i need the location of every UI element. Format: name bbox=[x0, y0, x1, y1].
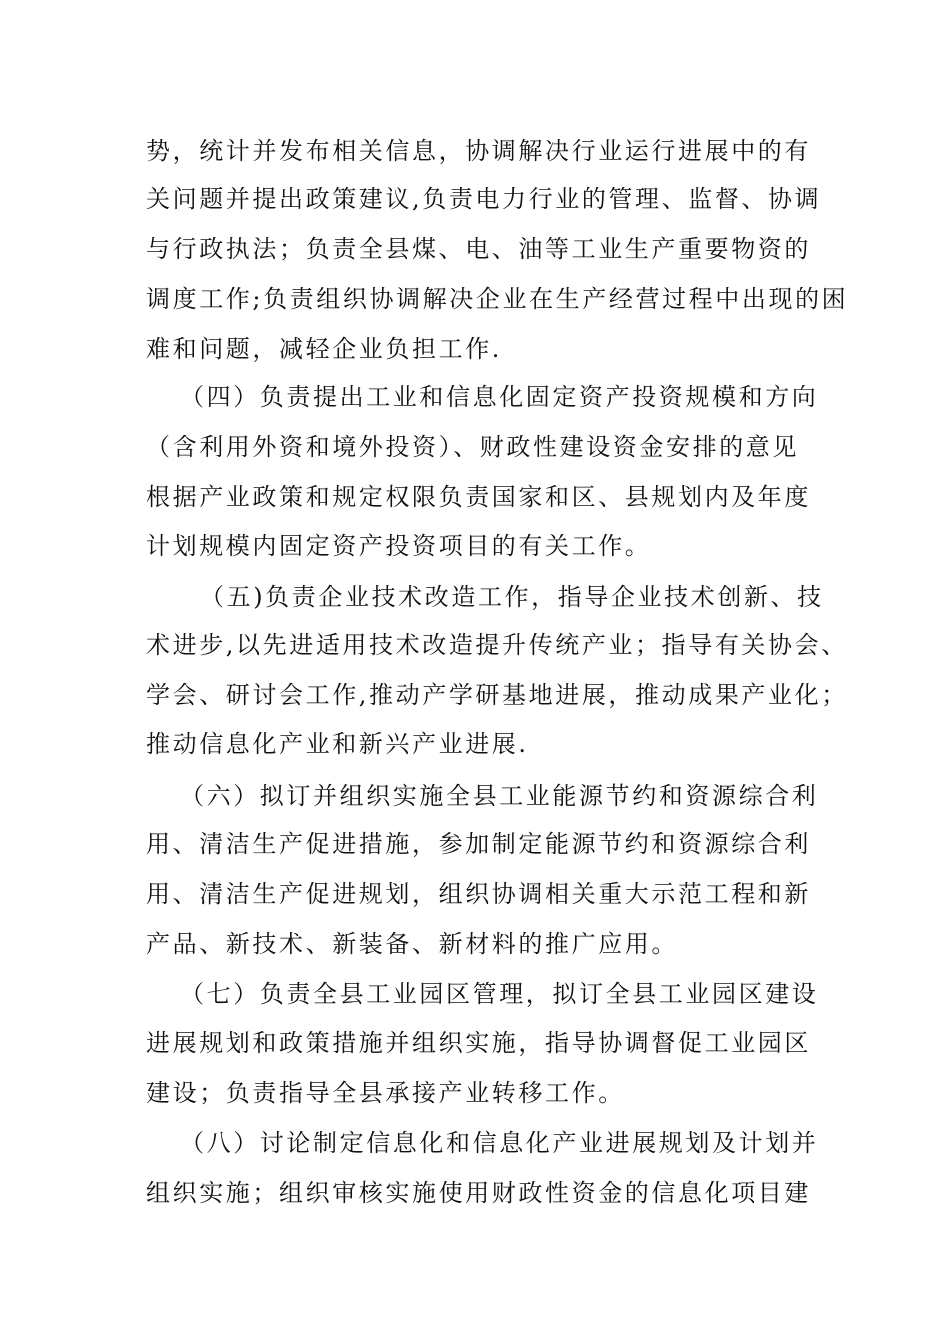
text-line: 组织实施；组织审核实施使用财政性资金的信息化项目建 bbox=[146, 1179, 811, 1207]
text-line: 调度工作;负责组织协调解决企业在生产经营过程中出现的困 bbox=[146, 285, 849, 313]
section-5-heading-line: （五)负责企业技术改造工作，指导企业技术创新、技 bbox=[200, 583, 824, 611]
text-line: 根据产业政策和规定权限负责国家和区、县规划内及年度 bbox=[146, 483, 811, 511]
text-line: 用、清洁生产促进措施，参加制定能源节约和资源综合利 bbox=[146, 830, 811, 858]
text-line: 势，统计并发布相关信息，协调解决行业运行进展中的有 bbox=[146, 137, 811, 165]
text-line: （含利用外资和境外投资）、财政性建设资金安排的意见 bbox=[146, 433, 799, 461]
text-line: 难和问题，减轻企业负担工作. bbox=[146, 335, 503, 363]
text-line: 建设；负责指导全县承接产业转移工作。 bbox=[146, 1079, 625, 1107]
section-7-heading-line: （七）负责全县工业园区管理，拟订全县工业园区建设 bbox=[180, 980, 819, 1008]
text-line: 进展规划和政策措施并组织实施，指导协调督促工业园区 bbox=[146, 1029, 811, 1057]
text-line: 学会、研讨会工作,推动产学研基地进展，推动成果产业化； bbox=[146, 681, 848, 709]
section-4-heading-line: （四）负责提出工业和信息化固定资产投资规模和方向 bbox=[180, 383, 819, 411]
section-8-heading-line: （八）讨论制定信息化和信息化产业进展规划及计划并 bbox=[180, 1129, 819, 1157]
text-line: 计划规模内固定资产投资项目的有关工作。 bbox=[146, 532, 652, 560]
text-line: 与行政执法；负责全县煤、电、油等工业生产重要物资的 bbox=[146, 235, 811, 263]
section-6-heading-line: （六）拟订并组织实施全县工业能源节约和资源综合利 bbox=[180, 782, 819, 810]
text-line: 产品、新技术、新装备、新材料的推广应用。 bbox=[146, 930, 678, 958]
text-line: 术进步,以先进适用技术改造提升传统产业；指导有关协会、 bbox=[146, 631, 848, 659]
text-line: 用、清洁生产促进规划，组织协调相关重大示范工程和新 bbox=[146, 880, 811, 908]
text-line: 关问题并提出政策建议,负责电力行业的管理、监督、协调 bbox=[146, 185, 822, 213]
text-line: 推动信息化产业和新兴产业进展. bbox=[146, 730, 529, 758]
